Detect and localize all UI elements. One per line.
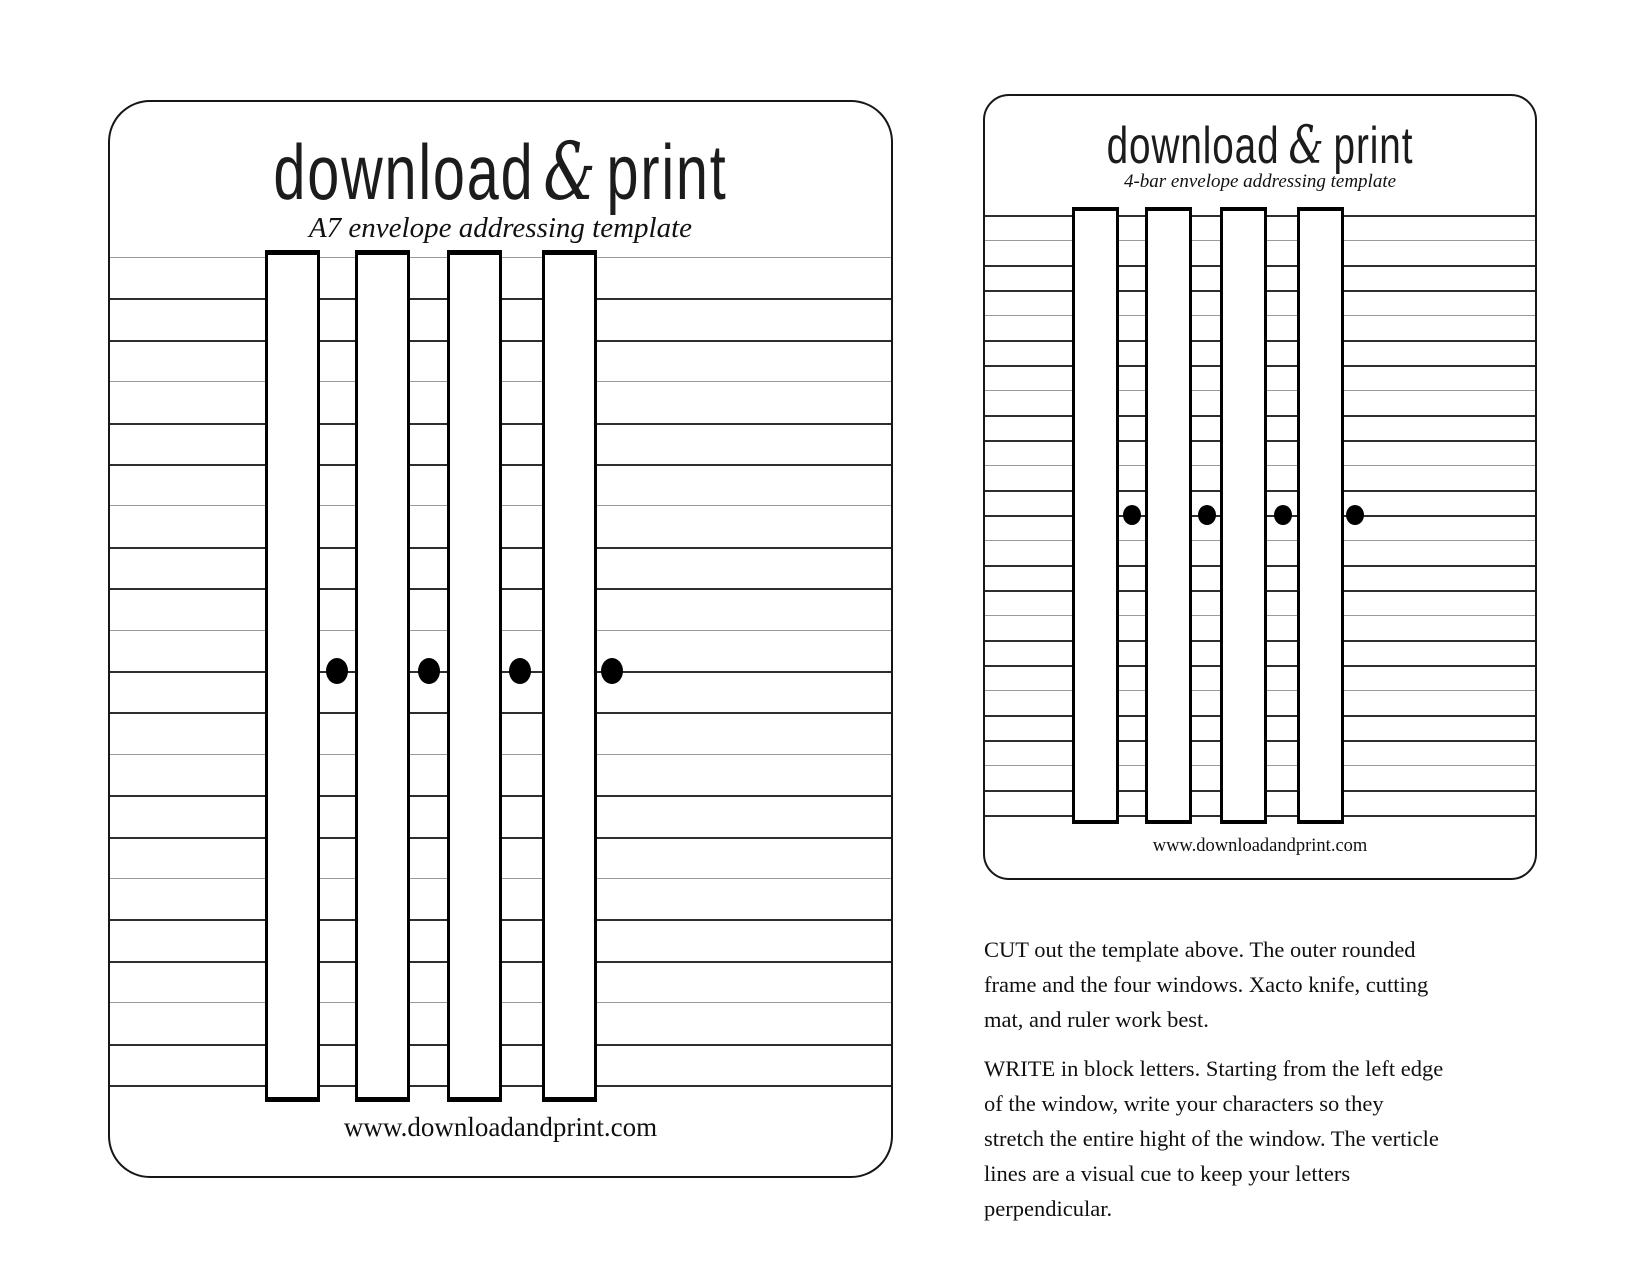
window-bar <box>1297 207 1344 824</box>
window-bar <box>542 250 597 1102</box>
four-bar-panel-inner <box>985 96 1535 878</box>
logo <box>149 126 852 219</box>
template-subtitle: A7 envelope addressing template <box>308 212 693 244</box>
instruction-line: perpendicular. <box>984 1196 1113 1221</box>
template-subtitle: 4-bar envelope addressing template <box>1123 171 1397 192</box>
instruction-line: frame and the four windows. Xacto knife, cutting <box>984 972 1429 997</box>
guide-dot <box>1123 505 1141 525</box>
logo-word-print: print <box>1333 117 1414 175</box>
instructions <box>984 932 1544 1240</box>
logo-word-print: print <box>606 128 728 216</box>
cut-instruction-paragraph <box>984 932 1544 1037</box>
logo <box>1013 115 1508 176</box>
instruction-line: CUT out the template above. The outer rounded <box>984 937 1416 962</box>
instruction-line: of the window, write your characters so they <box>984 1091 1384 1116</box>
logo-ampersand: & <box>543 125 598 219</box>
guide-dot <box>326 658 348 684</box>
a7-panel-inner <box>110 102 891 1176</box>
instruction-line: stretch the entire hight of the window. The verticle <box>984 1126 1439 1151</box>
instruction-line: WRITE in block letters. Starting from the left edge <box>984 1056 1444 1081</box>
window-bar <box>1072 207 1119 824</box>
logo-ampersand: & <box>1288 114 1325 177</box>
window-bar <box>265 250 320 1102</box>
a7-template-panel <box>108 100 893 1178</box>
instruction-line: lines are a visual cue to keep your letters <box>984 1161 1351 1186</box>
site-url: www.downloadandprint.com <box>343 1112 658 1142</box>
four-bar-template-panel <box>983 94 1537 880</box>
guide-dot <box>418 658 440 684</box>
guide-dot <box>1198 505 1216 525</box>
logo-word-download: download <box>273 128 535 216</box>
window-bar <box>1145 207 1192 824</box>
window-bar <box>1220 207 1267 824</box>
instruction-line: mat, and ruler work best. <box>984 1007 1209 1032</box>
guide-dot <box>601 658 623 684</box>
window-bar <box>355 250 410 1102</box>
site-url: www.downloadandprint.com <box>1152 836 1368 856</box>
logo-word-download: download <box>1106 117 1280 175</box>
write-instruction-paragraph <box>984 1051 1544 1226</box>
guide-dot <box>1346 505 1364 525</box>
guide-dot <box>1274 505 1292 525</box>
window-bar <box>447 250 502 1102</box>
guide-dot <box>509 658 531 684</box>
